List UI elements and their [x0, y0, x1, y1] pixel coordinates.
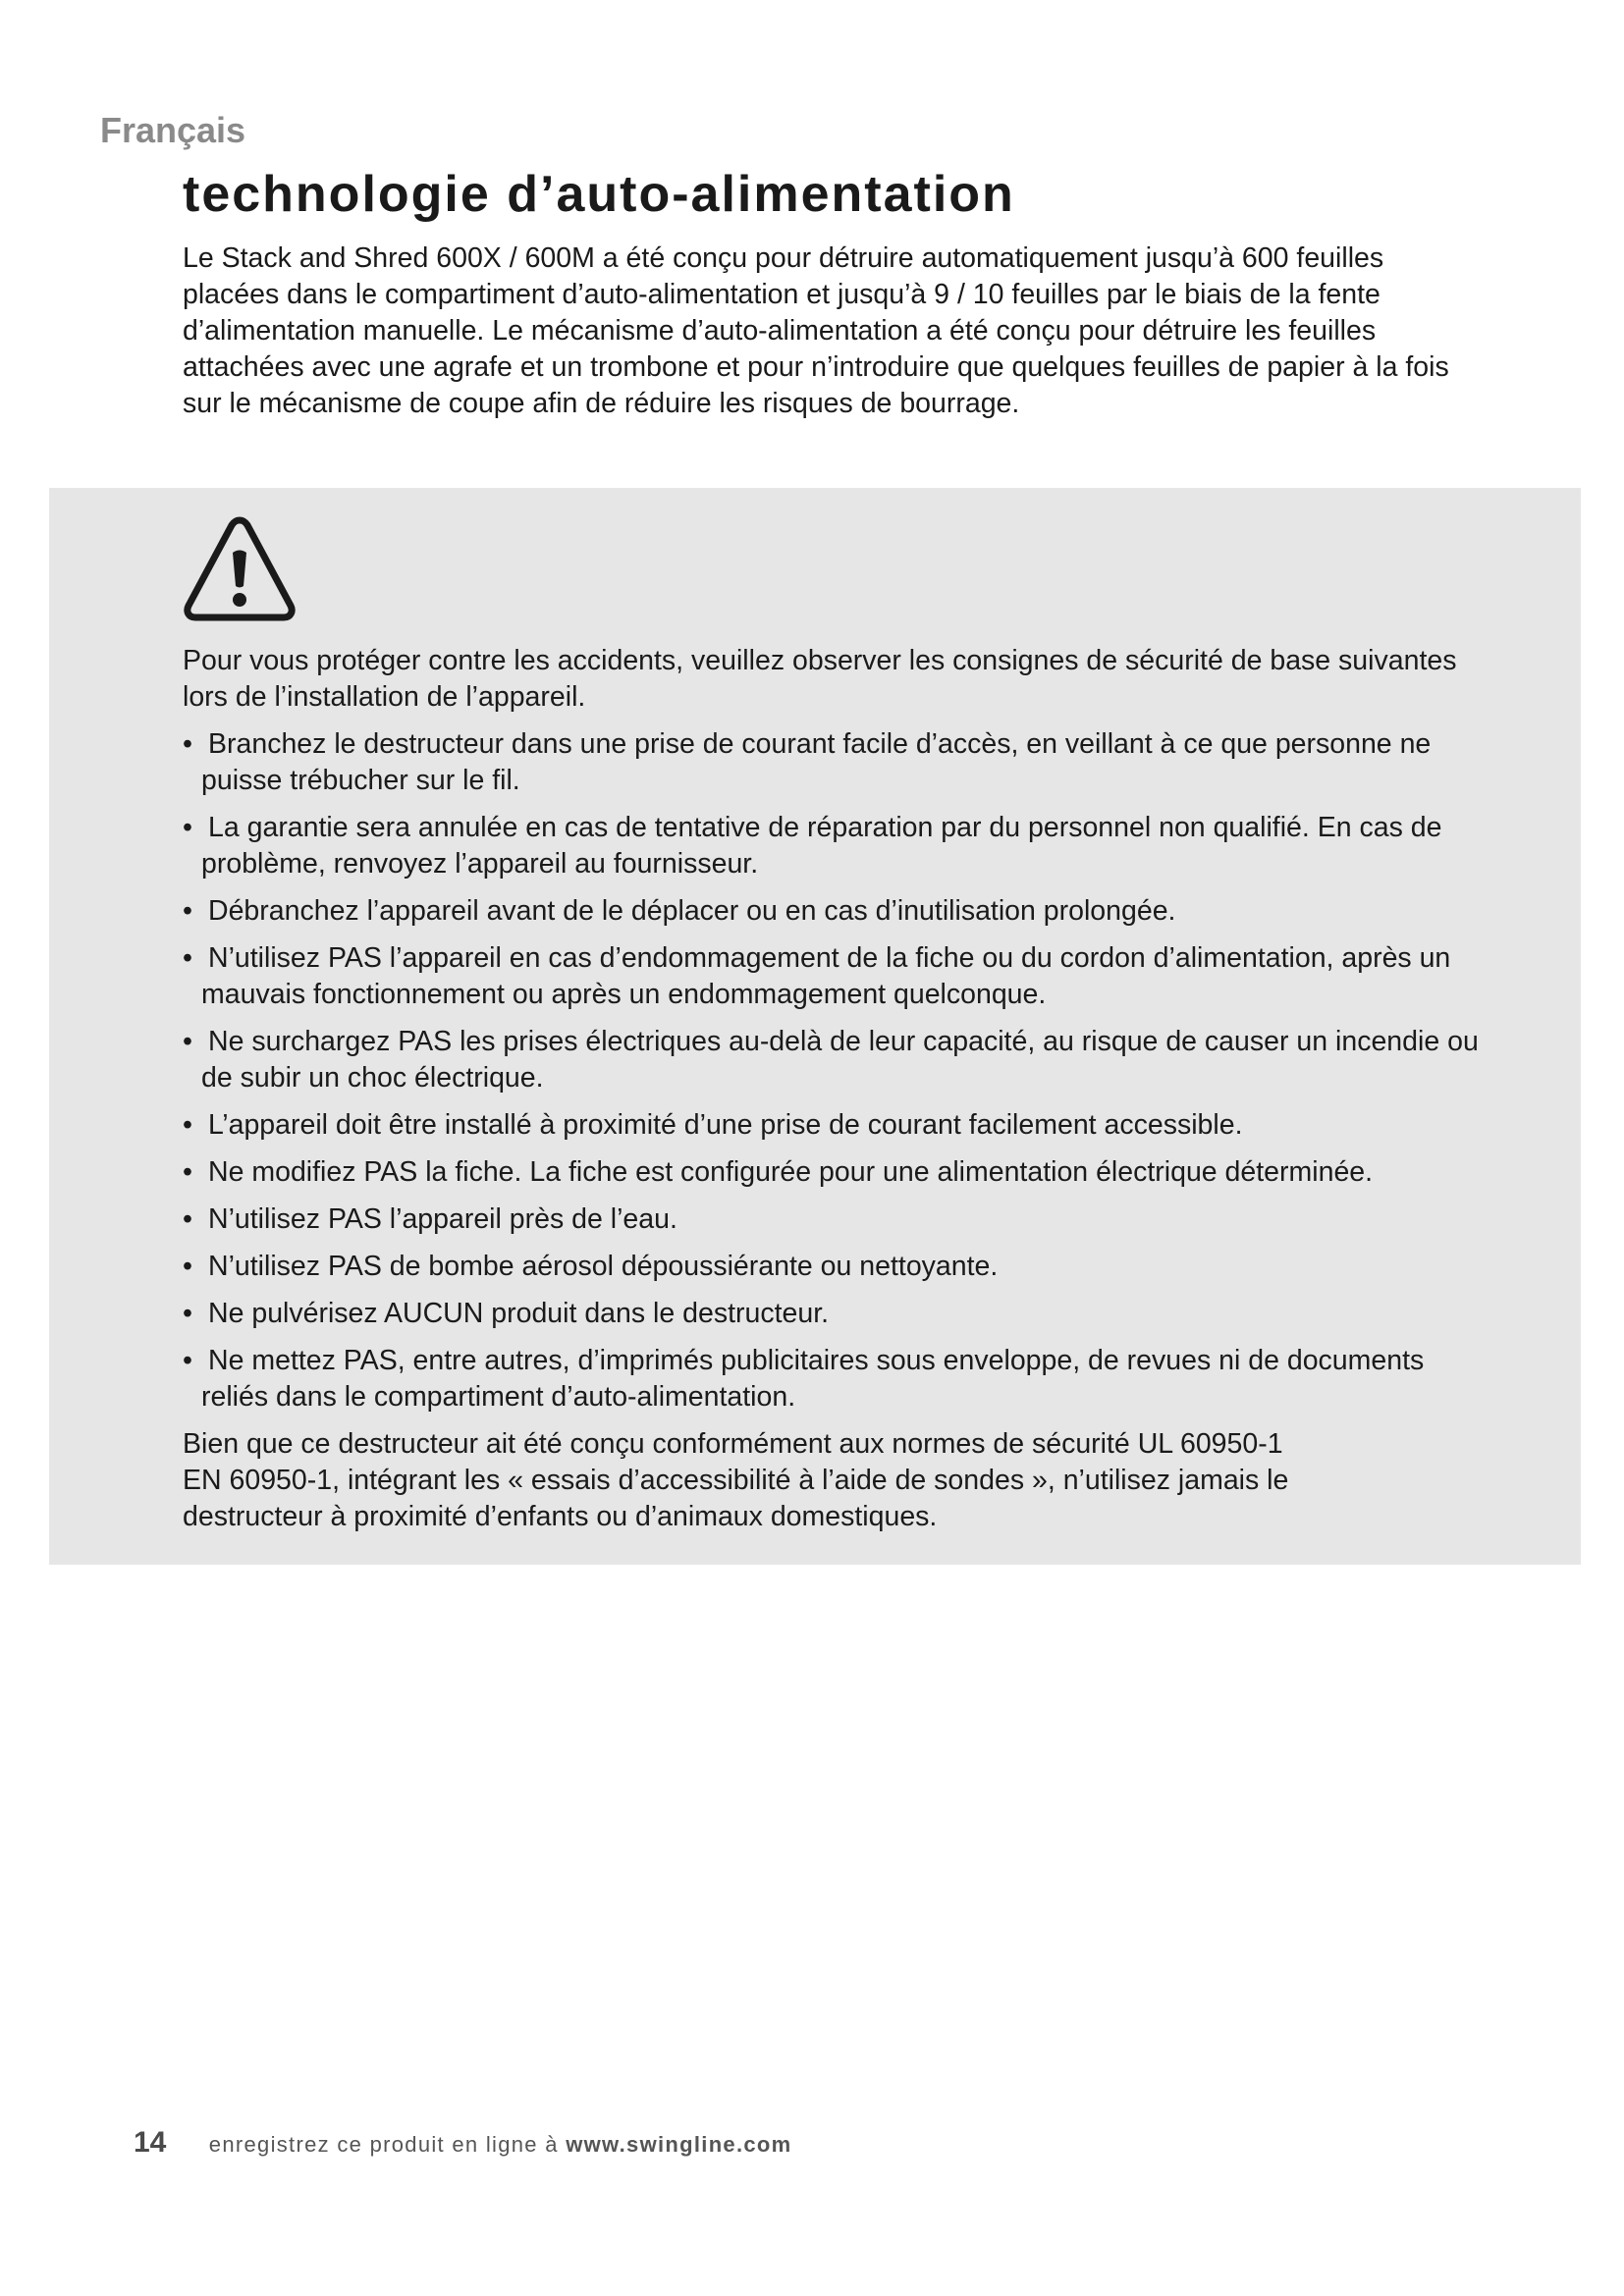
- list-item: • Ne modifiez PAS la fiche. La fiche est configurée pour une alimentation électrique déterminée.: [183, 1156, 1374, 1188]
- warning-triangle-icon: [183, 515, 297, 623]
- list-item: • L’appareil doit être installé à proximité d’une prise de courant facilement accessible.: [183, 1109, 1243, 1141]
- list-item: • N’utilisez PAS de bombe aérosol dépoussiérante ou nettoyante.: [183, 1251, 999, 1282]
- list-item: • Ne surchargez PAS les prises électriques au-delà de leur capacité, au risque de causer un incendie ou de subir un choc électrique.: [183, 1026, 1479, 1094]
- page-footer: [134, 2126, 792, 2160]
- list-item: • N’utilisez PAS l’appareil en cas d’endommagement de la fiche ou du cordon d’alimentation, après un mauvais fonctionnement ou après un endommagement quelconque.: [183, 942, 1451, 1010]
- closing-line: destructeur à proximité d’enfants ou d’animaux domestiques.: [183, 1501, 938, 1532]
- closing-line: Bien que ce destructeur ait été conçu conformément aux normes de sécurité UL 60950-1: [183, 1428, 1283, 1460]
- safety-list: [183, 726, 1489, 1415]
- website-link[interactable]: www.swingline.com: [566, 2132, 792, 2157]
- list-item: • Débranchez l’appareil avant de le déplacer ou en cas d’inutilisation prolongée.: [183, 895, 1176, 927]
- page-number: 14: [134, 2126, 167, 2159]
- safety-intro: Pour vous protéger contre les accidents, veuillez observer les consignes de sécurité de base suivantes lors de l’installation de l’appareil.: [183, 645, 1457, 713]
- list-item: • Ne mettez PAS, entre autres, d’imprimés publicitaires sous enveloppe, de revues ni de documents reliés dans le compartiment d’auto-alimentation.: [183, 1345, 1425, 1413]
- safety-instructions: [183, 643, 1489, 1535]
- closing-paragraph: [183, 1426, 1489, 1535]
- closing-line: EN 60950-1, intégrant les « essais d’accessibilité à l’aide de sondes », n’utilisez jamais le: [183, 1465, 1289, 1496]
- footer-text: enregistrez ce produit en ligne à: [208, 2132, 559, 2157]
- section-title: technologie d’auto-alimentation: [183, 166, 1015, 223]
- list-item: • N’utilisez PAS l’appareil près de l’eau.: [183, 1203, 677, 1235]
- list-item: • Ne pulvérisez AUCUN produit dans le destructeur.: [183, 1298, 830, 1329]
- language-label: Français: [100, 110, 246, 150]
- list-item: • Branchez le destructeur dans une prise de courant facile d’accès, en veillant à ce que personne ne puisse trébucher sur le fil.: [183, 728, 1432, 796]
- intro-paragraph: Le Stack and Shred 600X / 600M a été conçu pour détruire automatiquement jusqu’à 600 feuilles placées dans le compartiment d’auto-alimentation et jusqu’à 9 / 10 feuilles par le biais de la fente d’alimentation manuelle. Le mécanisme d’auto-alimentation a été conçu pour détruire les feuilles attachées avec une agrafe et un trombone et pour n’introduire que quelques feuilles de papier à la fois sur le mécanisme de coupe afin de réduire les risques de bourrage.: [183, 242, 1449, 419]
- list-item: • La garantie sera annulée en cas de tentative de réparation par du personnel non qualifié. En cas de problème, renvoyez l’appareil au fournisseur.: [183, 812, 1442, 880]
